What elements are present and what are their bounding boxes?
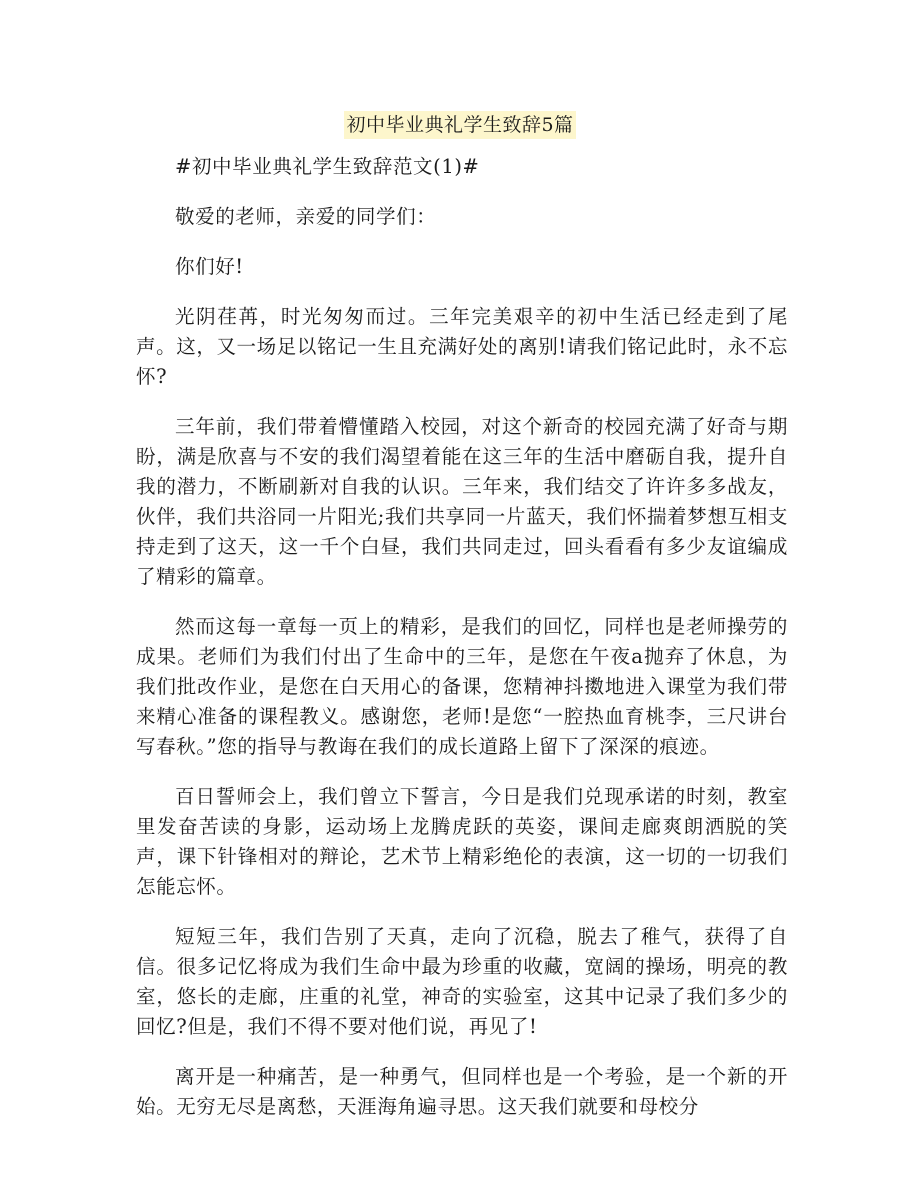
body-paragraph: 短短三年，我们告别了天真，走向了沉稳，脱去了稚气，获得了自信。很多记忆将成为我们生命中最为珍重的收藏，宽阔的操场，明亮的教室，悠长的走廊，庄重的礼堂，神奇的实验室，这其中记录了我们多少的回忆?但是，我们不得不要对他们说，再见了! bbox=[136, 925, 788, 1038]
body-paragraph: 光阴荏苒，时光匆匆而过。三年完美艰辛的初中生活已经走到了尾声。这，又一场足以铭记一生且充满好处的离别!请我们铭记此时，永不忘怀? bbox=[136, 305, 788, 388]
body-paragraph: 离开是一种痛苦，是一种勇气，但同样也是一个考验，是一个新的开始。无穷无尽是离愁，天涯海角遍寻思。这天我们就要和母校分 bbox=[136, 1065, 788, 1118]
body-paragraph: 百日誓师会上，我们曾立下誓言，今日是我们兑现承诺的时刻，教室里发奋苦读的身影，运动场上龙腾虎跃的英姿，课间走廊爽朗洒脱的笑声，课下针锋相对的辩论，艺术节上精彩绝伦的表演，这一切的一切我们怎能忘怀。 bbox=[136, 785, 788, 898]
document-body bbox=[136, 152, 788, 1142]
greeting: 你们好! bbox=[175, 255, 244, 278]
salutation: 敬爱的老师，亲爱的同学们： bbox=[175, 205, 437, 228]
section-heading: #初中毕业典礼学生致辞范文(1)# bbox=[175, 155, 480, 178]
body-paragraph: 三年前，我们带着懵懂踏入校园，对这个新奇的校园充满了好奇与期盼，满是欣喜与不安的我们渴望着能在这三年的生活中磨砺自我，提升自我的潜力，不断刷新对自我的认识。三年来，我们结交了许许多多战友，伙伴，我们共浴同一片阳光;我们共享同一片蓝天，我们怀揣着梦想互相支持走到了这天，这一千个白昼，我们共同走过，回头看看有多少友谊编成了精彩的篇章。 bbox=[136, 415, 788, 588]
document-title: 初中毕业典礼学生致辞5篇 bbox=[344, 111, 575, 139]
body-paragraph: 然而这每一章每一页上的精彩，是我们的回忆，同样也是老师操劳的成果。老师们为我们付出了生命中的三年，是您在午夜a抛弃了休息，为我们批改作业，是您在白天用心的备课，您精神抖擞地进入课堂为我们带来精心准备的课程教义。感谢您，老师!是您“一腔热血育桃李，三尺讲台写春秋。”您的指导与教诲在我们的成长道路上留下了深深的痕迹。 bbox=[136, 615, 788, 758]
title-container bbox=[0, 111, 920, 139]
